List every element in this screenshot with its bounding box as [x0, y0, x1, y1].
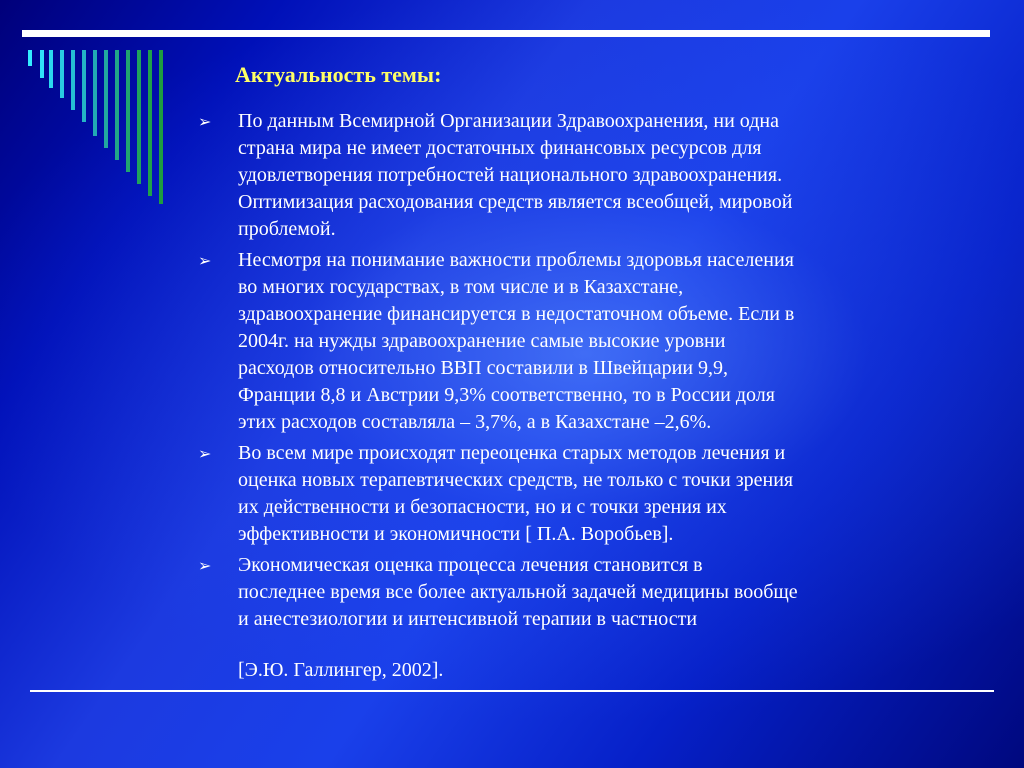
bullet-item — [198, 440, 988, 548]
bullet-item — [198, 108, 988, 243]
slide-title: Актуальность темы: — [235, 62, 442, 87]
stripe — [104, 50, 108, 148]
bullet-text: Во всем мире происходят переоценка старых методов лечения и оценка новых терапевтических средств, не только с точки зрения их действенности и безопасности, но и с точки зрения их эффективности и экономичности [ П.А. Воробьев]. — [238, 442, 794, 545]
stripe — [60, 50, 64, 98]
bullet-text: Экономическая оценка процесса лечения становится в последнее время все более актуальной задачей медицины вообще и анестезиологии и интенсивной терапии в частности — [238, 554, 798, 630]
stripe — [28, 50, 32, 66]
chevron-right-icon: ➢ — [198, 251, 212, 270]
stripe — [115, 50, 119, 160]
stripe — [49, 50, 53, 88]
bullet-item — [198, 247, 988, 436]
bullet-text: Несмотря на понимание важности проблемы здоровья населения во многих государствах, в том числе и в Казахстане, здравоохранение финансируется в недостаточном объеме. Если в 2004г. на нужды здравоохранение самые высокие уровни расходов относительно ВВП составили в Швейцарии 9,9, Франции 8,8 и Австрии 9,3% соответственно, то в России доля этих расходов составляла – 3,7%, а в Казахстане –2,6%. — [238, 249, 795, 433]
chevron-right-icon: ➢ — [198, 444, 212, 463]
stripe — [93, 50, 97, 136]
chevron-right-icon: ➢ — [198, 112, 212, 131]
bullet-text: По данным Всемирной Организации Здравоохранения, ни одна страна мира не имеет достаточных финансовых ресурсов для удовлетворения потребностей национального здравоохранения. Оптимизация расходования средств является всеобщей, мировой проблемой. — [238, 110, 793, 240]
chevron-right-icon: ➢ — [198, 556, 212, 575]
bottom-rule — [30, 690, 994, 692]
citation: [Э.Ю. Галлингер, 2002]. — [238, 659, 444, 681]
stripe — [71, 50, 75, 110]
stripe — [137, 50, 141, 184]
bullet-list — [198, 108, 988, 637]
stripe — [148, 50, 152, 196]
bullet-item — [198, 552, 988, 633]
stripe — [82, 50, 86, 122]
stripe — [40, 50, 44, 78]
stripe — [159, 50, 163, 204]
top-rule — [22, 30, 990, 37]
stripe — [126, 50, 130, 172]
